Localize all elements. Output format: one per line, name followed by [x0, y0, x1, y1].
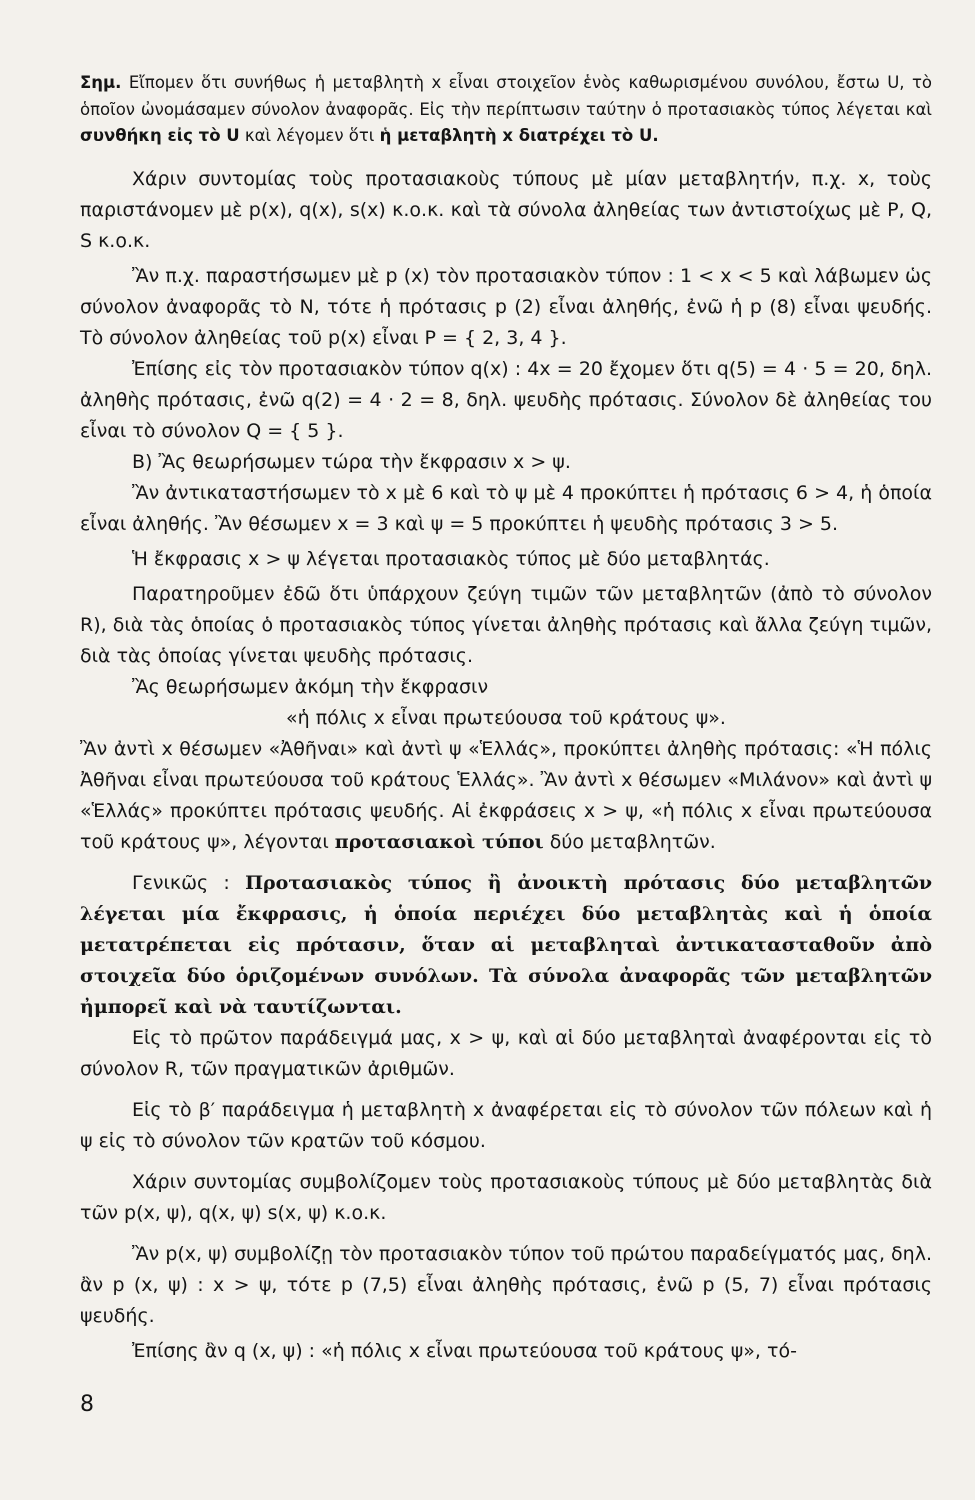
note-text-1: Εἴπομεν ὅτι συνήθως ἡ μεταβλητὴ x εἶναι στοιχεῖον ἑνὸς καθωρισμένου συνόλου, ἔστω U, τὸ ὁποῖον ὠνομάσαμεν σύνολον ἀναφορᾶς. Εἰς τὴν περίπτωσιν ταύτην ὁ προτασιακὸς τύπος λέγεται καὶ — [80, 73, 932, 119]
note-label: Σημ. — [80, 73, 122, 92]
paragraph-4: B) Ἂς θεωρήσωμεν τώρα τὴν ἔκφρασιν x > ψ. — [132, 450, 571, 473]
definition-paragraph — [80, 868, 932, 1023]
paragraph-13: Ἂν p(x, ψ) συμβολίζῃ τὸν προτασιακὸν τύπον τοῦ πρώτου παραδείγματός μας, δηλ. ἂν p (x, ψ) : x > ψ, τότε p (7,5) εἶναι ἀληθὴς πρότασις, ἐνῶ p (5, 7) εἶναι πρότασις ψευδής. — [80, 1242, 932, 1327]
paragraph-9-bold: προτασιακοὶ τύποι — [334, 830, 544, 853]
note-paragraph — [80, 70, 932, 150]
paragraph-2: Ἂν π.χ. παραστήσωμεν μὲ p (x) τὸν προτασιακὸν τύπον : 1 < x < 5 καὶ λάβωμεν ὡς σύνολον ἀναφορᾶς τὸ N, τότε ἡ πρότασις p (2) εἶναι ἀληθής, ἐνῶ ἡ p (8) εἶναι ψευδής. Τὸ σύνολον ἀληθείας τοῦ p(x) εἶναι P = { 2, 3, 4 }. — [80, 264, 932, 349]
paragraph-3: Ἐπίσης εἰς τὸν προτασιακὸν τύπον q(x) : 4x = 20 ἔχομεν ὅτι q(5) = 4 · 5 = 20, δηλ. ἀληθὴς πρότασις, ἐνῶ q(2) = 4 · 2 = 8, δηλ. ψευδὴς πρότασις. Σύνολον δὲ ἀληθείας του εἶναι τὸ σύνολον Q = { 5 }. — [80, 357, 932, 442]
definition-label: Γενικῶς : — [132, 871, 246, 894]
paragraph-12: Χάριν συντομίας συμβολίζομεν τοὺς προτασιακοὺς τύπους μὲ δύο μεταβλητὰς διὰ τῶν p(x, ψ), q(x, ψ) s(x, ψ) κ.ο.κ. — [80, 1170, 932, 1224]
paragraph-9-end: δύο μεταβλητῶν. — [543, 830, 716, 853]
paragraph-11: Εἰς τὸ β′ παράδειγμα ἡ μεταβλητὴ x ἀναφέρεται εἰς τὸ σύνολον τῶν πόλεων καὶ ἡ ψ εἰς τὸ σύνολον τῶν κρατῶν τοῦ κόσμου. — [80, 1098, 932, 1152]
note-bold-2: ἡ μεταβλητὴ x διατρέχει τὸ U. — [379, 126, 659, 145]
paragraph-5: Ἂν ἀντικαταστήσωμεν τὸ x μὲ 6 καὶ τὸ ψ μὲ 4 προκύπτει ἡ πρότασις 6 > 4, ἡ ὁποία εἶναι ἀληθής. Ἂν θέσωμεν x = 3 καὶ ψ = 5 προκύπτει ἡ ψευδὴς πρότασις 3 > 5. — [80, 481, 932, 535]
paragraph-9 — [80, 734, 932, 858]
paragraph-8: Ἂς θεωρήσωμεν ἀκόμη τὴν ἔκφρασιν — [132, 675, 489, 698]
paragraph-14: Ἐπίσης ἂν q (x, ψ) : «ἡ πόλις x εἶναι πρωτεύουσα τοῦ κράτους ψ», τό- — [132, 1339, 797, 1362]
paragraph-7: Παρατηροῦμεν ἐδῶ ὅτι ὑπάρχουν ζεύγη τιμῶν τῶν μεταβλητῶν (ἀπὸ τὸ σύνολον R), διὰ τὰς ὁποίας ὁ προτασιακὸς τύπος γίνεται ἀληθὴς πρότασις καὶ ἄλλα ζεύγη τιμῶν, διὰ τὰς ὁποίας γίνεται ψευδὴς πρότασις. — [80, 582, 932, 667]
paragraph-1: Χάριν συντομίας τοὺς προτασιακοὺς τύπους μὲ μίαν μεταβλητήν, π.χ. x, τοὺς παριστάνομεν μὲ p(x), q(x), s(x) κ.ο.κ. καὶ τὰ σύνολα ἀληθείας των ἀντιστοίχως μὲ P, Q, S κ.ο.κ. — [80, 167, 932, 252]
paragraph-9-text: Ἂν ἀντὶ x θέσωμεν «Ἀθῆναι» καὶ ἀντὶ ψ «Ἑλλάς», προκύπτει ἀληθὴς πρότασις: «Ἡ πόλις Ἀθῆναι εἶναι πρωτεύουσα τοῦ κράτους Ἑλλάς». Ἂν ἀντὶ x θέσωμεν «Μιλάνον» καὶ ἀντὶ ψ «Ἑλλάς» προκύπτει πρότασις ψευδής. Αἱ ἐκφράσεις x > ψ, «ἡ πόλις x εἶναι πρωτεύουσα τοῦ κράτους ψ», λέγονται — [80, 737, 932, 853]
page-content — [80, 70, 932, 1367]
note-bold-1: συνθήκη εἰς τὸ U — [80, 126, 240, 145]
paragraph-6: Ἡ ἔκφρασις x > ψ λέγεται προτασιακὸς τύπος μὲ δύο μεταβλητάς. — [132, 547, 770, 570]
page-number: 8 — [80, 1392, 94, 1417]
note-text-2: καὶ λέγομεν ὅτι — [239, 126, 380, 145]
paragraph-10: Εἰς τὸ πρῶτον παράδειγμά μας, x > ψ, καὶ αἱ δύο μεταβληταὶ ἀναφέρονται εἰς τὸ σύνολον R, τῶν πραγματικῶν ἀριθμῶν. — [80, 1026, 932, 1080]
definition-text: Προτασιακὸς τύπος ἢ ἀνοικτὴ πρότασις δύο μεταβλητῶν λέγεται μία ἔκφρασις, ἡ ὁποία περιέχει δύο μεταβλητὰς καὶ ἡ ὁποία μετατρέπεται εἰς πρότασιν, ὅταν αἱ μεταβληταὶ ἀντικατασταθοῦν ἀπὸ στοιχεῖα δύο ὁριζομένων συνόλων. Τὰ σύνολα ἀναφορᾶς τῶν μεταβλητῶν ἠμπορεῖ καὶ νὰ ταυτίζωνται. — [80, 871, 933, 1018]
paragraph-8-quote: «ἡ πόλις x εἶναι πρωτεύουσα τοῦ κράτους ψ». — [286, 706, 726, 729]
